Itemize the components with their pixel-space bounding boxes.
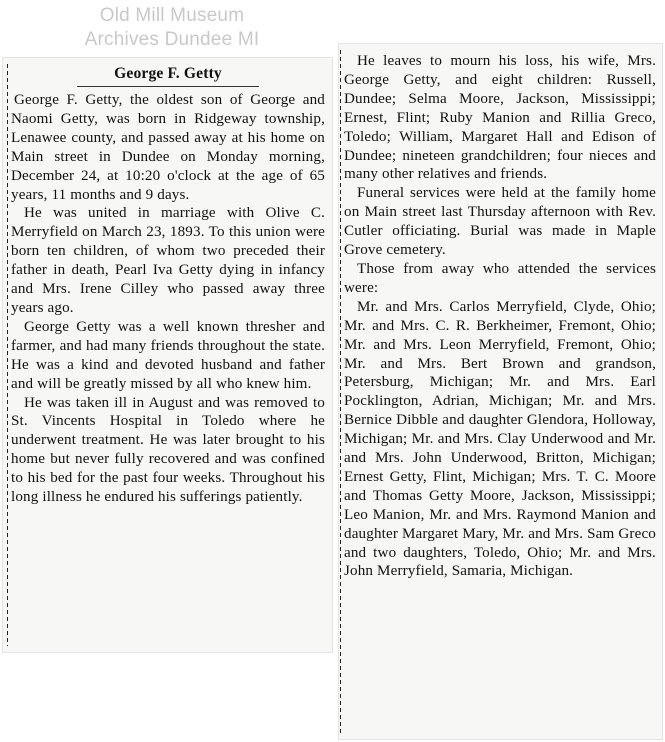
clipping-left-column [3, 58, 332, 652]
paragraph: He was united in marriage with Olive C. Merryfield on March 23, 1893. To this union were born ten children, of whom two preceded their father in death, Pearl Iva Getty dying in infancy and Mrs. Irene Cilley who passed away three years ago. [11, 205, 325, 316]
left-column-text [11, 64, 325, 507]
paragraph: George F. Getty, the oldest son of George and Naomi Getty, was born in Ridgeway township, Lenawee county, and passed away at his home on Main street in Dundee on Monday morning, December 24, at 10:20 o'clock at the age of 65 years, 11 months and 9 days. [11, 92, 325, 203]
paragraph: George Getty was a well known thresher and farmer, and had many friends throughout the state. He was a kind and devoted husband and father and will be greatly missed by all who knew him. [11, 318, 325, 392]
column-rule [7, 64, 8, 646]
paragraph: He leaves to mourn his loss, his wife, Mrs. George Getty, and eight children: Russell, Dundee; Selma Moore, Jackson, Mississippi; Ernest, Flint; Ruby Manion and Rillia Greco, Toledo; William, Margaret Hall and Edison of Dundee; nineteen grandchildren; four nieces and many other relatives and friends. [344, 53, 656, 183]
paragraph: Mr. and Mrs. Carlos Merryfield, Clyde, Ohio; Mr. and Mrs. C. R. Berkheimer, Fremont, Ohio; Mr. and Mrs. Leon Merryfield, Fremont, Ohio; Mr. and Mrs. Bert Brown and grandson, Petersburg, Michigan; Mr. and Mrs. Earl Pocklington, Adrian, Michigan; Mr. and Mrs. Bernice Dibble and daughter Glendora, Holloway, Michigan; Mr. and Mrs. Clay Underwood and Mr. and Mrs. John Underwood, Britton, Michigan; Ernest Getty, Flint, Michigan; Mrs. T. C. Moore and Thomas Getty Moore, Jackson, Mississippi; Leo Manion, Mr. and Mrs. Raymond Manion and daughter Margaret Mary, Mr. and Mrs. Sam Greco and two daughters, Toledo, Ohio; Mr. and Mrs. John Merryfield, Samaria, Michigan. [344, 298, 656, 580]
paragraph: He was taken ill in August and was removed to St. Vincents Hospital in Toledo where he underwent treatment. He was later brought to his home but never fully recovered and was confined to his bed for the past four weeks. Throughout his long illness he endured his sufferings patiently. [11, 394, 325, 506]
column-rule [340, 50, 341, 733]
paragraph: Funeral services were held at the family home on Main street last Thursday afternoon with Rev. Cutler officiating. Burial was made in Maple Grove cemetery. [344, 185, 656, 259]
archive-watermark [12, 4, 332, 52]
right-column-text [344, 52, 656, 581]
paragraph: Those from away who attended the services were: [344, 260, 656, 296]
watermark-line-1: Old Mill Museum [99, 5, 245, 26]
watermark-line-2: Archives Dundee MI [84, 29, 260, 50]
obituary-title: George F. Getty [77, 64, 259, 87]
clipping-right-column [339, 44, 662, 739]
